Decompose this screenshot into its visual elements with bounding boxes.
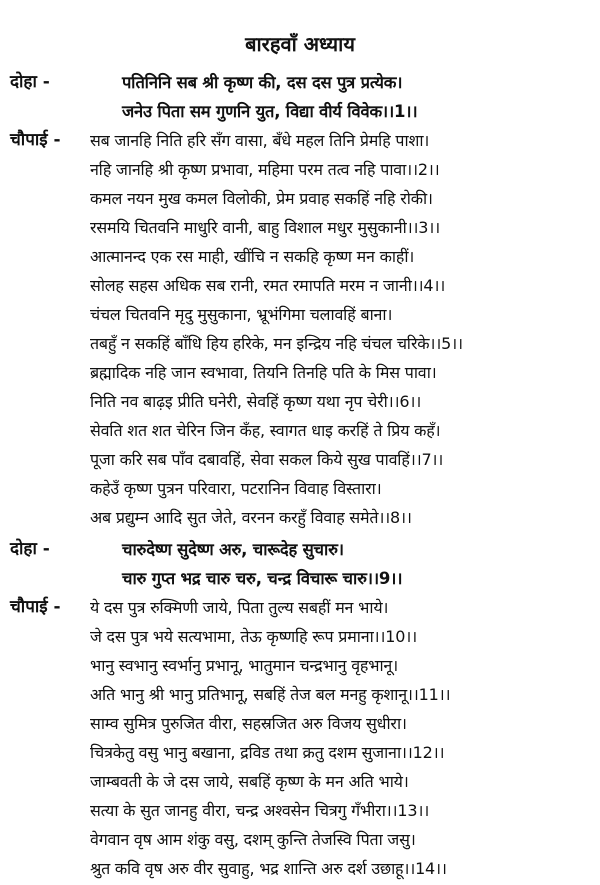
verse-line bbox=[0, 709, 600, 738]
verse-line bbox=[0, 564, 600, 593]
chaupai-line: ये दस पुत्र रुक्मिणी जाये, पिता तुल्य सबहीं मन भाये। bbox=[90, 598, 389, 617]
chaupai-line: चंचल चितवनि मृदु मुसुकाना, भ्रूभंगिमा चलावहिं बाना। bbox=[90, 305, 393, 324]
chaupai-line: चित्रकेतु वसु भानु बखाना, द्रविड तथा क्रतु दशम सुजाना।।12।। bbox=[90, 743, 445, 762]
chaupai-line: अब प्रद्युम्न आदि सुत जेते, वरनन करहुँ विवाह समेते।।8।। bbox=[90, 508, 412, 527]
doha-line: चारु गुप्त भद्र चारु चरु, चन्द्र विचारू चारु।।9।। bbox=[122, 569, 403, 588]
verse-line bbox=[0, 97, 600, 126]
verse-line bbox=[0, 416, 600, 445]
verse-line bbox=[0, 593, 600, 622]
chaupai-line: कमल नयन मुख कमल विलोकी, प्रेम प्रवाह सकहिं नहि रोकी। bbox=[90, 189, 433, 208]
chapter-title: बारहवाँ अध्याय bbox=[245, 32, 355, 56]
doha-line: पतिनिनि सब श्री कृष्ण की, दस दस पुत्र प्रत्येक। bbox=[122, 73, 403, 92]
chaupai-line: सेवति शत शत चेरिन जिन कँह, स्वागत धाइ करहिं ते प्रिय कहँ। bbox=[90, 421, 441, 440]
verse-line bbox=[0, 535, 600, 564]
chaupai-line: रसमयि चितवनि माधुरि वानी, बाहु विशाल मधुर मुसुकानी।।3।। bbox=[90, 218, 441, 237]
verse-line bbox=[0, 300, 600, 329]
section-label-doha: दोहा - bbox=[10, 72, 50, 92]
verse-line bbox=[0, 387, 600, 416]
verse-line bbox=[0, 213, 600, 242]
chaupai-line: निति नव बाढ़इ प्रीति घनेरी, सेवहिं कृष्ण यथा नृप चेरी।।6।। bbox=[90, 392, 422, 411]
chaupai-line: तबहुँ न सकहिं बाँधि हिय हरिके, मन इन्द्रिय नहि चंचल चरिके।।5।। bbox=[90, 334, 463, 353]
verse-line bbox=[0, 242, 600, 271]
chaupai-line: नहि जानहि श्री कृष्ण प्रभावा, महिमा परम तत्व नहि पावा।।2।। bbox=[90, 160, 440, 179]
verse-line bbox=[0, 796, 600, 825]
doha-line: चारुदेष्ण सुदेष्ण अरु, चारूदेह सुचारु। bbox=[122, 540, 344, 559]
chaupai-line: सब जानहि निति हरि सँग वासा, बँधे महल तिनि प्रेमहि पाशा। bbox=[90, 131, 430, 150]
verse-line bbox=[0, 445, 600, 474]
chaupai-line: ब्रह्मादिक नहि जान स्वभावा, तियनि तिनहि पति के मिस पावा। bbox=[90, 363, 437, 382]
chaupai-line: सत्या के सुत जानहु वीरा, चन्द्र अश्वसेन चित्रगु गँभीरा।।13।। bbox=[90, 801, 430, 820]
verse-line bbox=[0, 825, 600, 854]
verse-line bbox=[0, 126, 600, 155]
verse-line bbox=[0, 68, 600, 97]
chaupai-line: आत्मानन्द एक रस माही, खींचि न सकहि कृष्ण मन काहीं। bbox=[90, 247, 415, 266]
chaupai-line: सोलह सहस अधिक सब रानी, रमत रमापति मरम न जानी।।4।। bbox=[90, 276, 446, 295]
verse-line bbox=[0, 155, 600, 184]
chaupai-line: जे दस पुत्र भये सत्यभामा, तेऊ कृष्णहि रूप प्रमाना।।10।। bbox=[90, 627, 417, 646]
verse-line bbox=[0, 767, 600, 796]
chaupai-line: कहेउँ कृष्ण पुत्रन परिवारा, पटरानिन विवाह विस्तारा। bbox=[90, 479, 382, 498]
verse-line bbox=[0, 329, 600, 358]
chaupai-line: साम्व सुमित्र पुरुजित वीरा, सहस्रजित अरु विजय सुधीरा। bbox=[90, 714, 407, 733]
doha-line: जनेउ पिता सम गुणनि युत, विद्या वीर्य विवेक।।1।। bbox=[122, 102, 418, 121]
chaupai-line: श्रुत कवि वृष अरु वीर सुवाहु, भद्र शान्ति अरु दर्श उछाहू।।14।। bbox=[90, 859, 447, 878]
verse-line bbox=[0, 271, 600, 300]
chaupai-line: वेगवान वृष आम शंकु वसु, दशम् कुन्ति तेजस्वि पिता जसु। bbox=[90, 830, 416, 849]
verse-line bbox=[0, 358, 600, 387]
chaupai-line: जाम्बवती के जे दस जाये, सबहिं कृष्ण के मन अति भाये। bbox=[90, 772, 409, 791]
verse-line bbox=[0, 651, 600, 680]
verse-line bbox=[0, 738, 600, 767]
verse-line bbox=[0, 503, 600, 532]
section-label-chaupai: चौपाई - bbox=[10, 130, 61, 150]
chaupai-line: अति भानु श्री भानु प्रतिभानू, सबहिं तेज बल मनहु कृशानू।।11।। bbox=[90, 685, 451, 704]
verse-line bbox=[0, 622, 600, 651]
section-label-doha: दोहा - bbox=[10, 539, 50, 559]
verse-line bbox=[0, 854, 600, 883]
verse-line bbox=[0, 184, 600, 213]
verse-line bbox=[0, 680, 600, 709]
chaupai-line: भानु स्वभानु स्वर्भानु प्रभानू, भातुमान चन्द्रभानु वृहभानू। bbox=[90, 656, 398, 675]
verse-line bbox=[0, 474, 600, 503]
section-label-chaupai: चौपाई - bbox=[10, 597, 61, 617]
chaupai-line: पूजा करि सब पाँव दबावहिं, सेवा सकल किये सुख पावहिं।।7।। bbox=[90, 450, 444, 469]
